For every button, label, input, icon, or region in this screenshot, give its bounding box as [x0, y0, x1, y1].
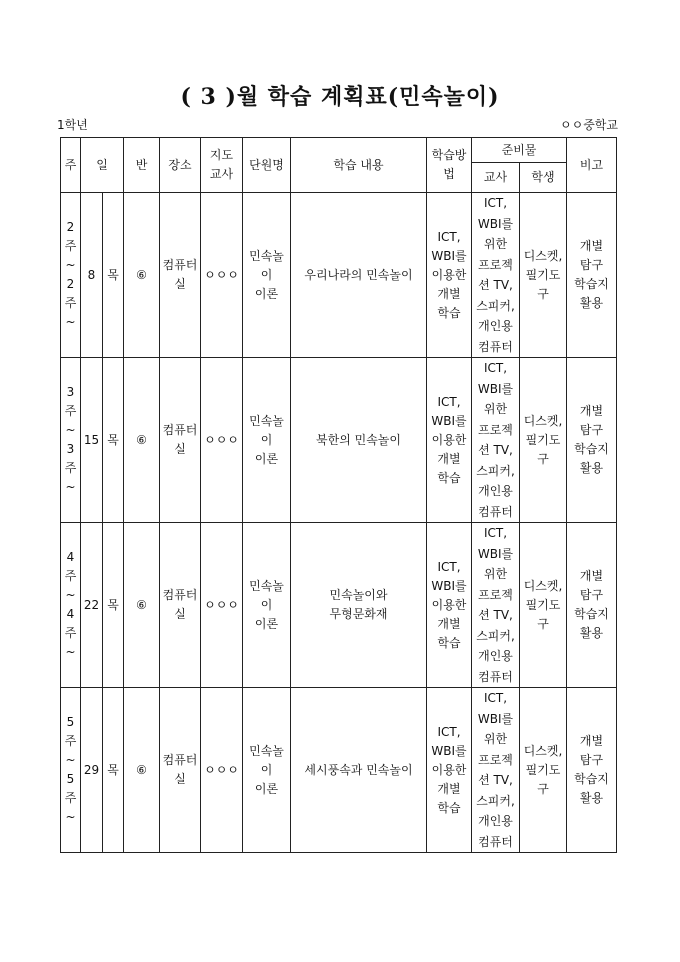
header-week: 주	[61, 138, 81, 193]
table-body	[61, 193, 617, 853]
cell-week: 5 주 ~ 5 주 ~	[61, 688, 81, 853]
cell-note: 개별 탐구 학습지 활용	[567, 523, 617, 688]
table-row	[61, 193, 617, 358]
school-name: ㅇㅇ중학교	[560, 118, 618, 132]
header-prep-teacher: 교사	[472, 163, 520, 193]
cell-date: 29	[81, 688, 103, 853]
cell-prep-teacher: ICT, WBI를 위한 프로젝 션 TV, 스피커, 개인용 컴퓨터	[472, 358, 520, 523]
cell-note: 개별 탐구 학습지 활용	[567, 193, 617, 358]
cell-prep-student: 디스켓, 필기도 구	[520, 688, 567, 853]
cell-prep-student: 디스켓, 필기도 구	[520, 523, 567, 688]
cell-prep-teacher: ICT, WBI를 위한 프로젝 션 TV, 스피커, 개인용 컴퓨터	[472, 193, 520, 358]
cell-place: 컴퓨터 실	[160, 523, 201, 688]
header-unit: 단원명	[243, 138, 291, 193]
header-teacher: 지도 교사	[201, 138, 243, 193]
header-note: 비고	[567, 138, 617, 193]
cell-teacher: ㅇㅇㅇ	[201, 523, 243, 688]
cell-place: 컴퓨터 실	[160, 688, 201, 853]
cell-note: 개별 탐구 학습지 활용	[567, 688, 617, 853]
grade-label: 1학년	[57, 118, 88, 132]
cell-unit: 민속놀 이 이론	[243, 523, 291, 688]
cell-content: 세시풍속과 민속놀이	[291, 688, 427, 853]
cell-unit: 민속놀 이 이론	[243, 358, 291, 523]
cell-prep-student: 디스켓, 필기도 구	[520, 358, 567, 523]
header-place: 장소	[160, 138, 201, 193]
header-prep-student: 학생	[520, 163, 567, 193]
cell-class: ⑥	[124, 193, 160, 358]
table-row	[61, 358, 617, 523]
cell-date: 15	[81, 358, 103, 523]
cell-week: 2 주 ~ 2 주 ~	[61, 193, 81, 358]
cell-method: ICT, WBI를 이용한 개별 학습	[427, 193, 472, 358]
cell-weekday: 목	[103, 523, 124, 688]
header-class: 반	[124, 138, 160, 193]
cell-date: 22	[81, 523, 103, 688]
cell-method: ICT, WBI를 이용한 개별 학습	[427, 688, 472, 853]
cell-note: 개별 탐구 학습지 활용	[567, 358, 617, 523]
cell-prep-teacher: ICT, WBI를 위한 프로젝 션 TV, 스피커, 개인용 컴퓨터	[472, 688, 520, 853]
cell-teacher: ㅇㅇㅇ	[201, 193, 243, 358]
cell-prep-teacher: ICT, WBI를 위한 프로젝 션 TV, 스피커, 개인용 컴퓨터	[472, 523, 520, 688]
page-title: ( 3 )월 학습 계획표(민속놀이)	[180, 84, 500, 110]
table-row	[61, 688, 617, 853]
cell-week: 3 주 ~ 3 주 ~	[61, 358, 81, 523]
cell-content: 우리나라의 민속놀이	[291, 193, 427, 358]
cell-content: 북한의 민속놀이	[291, 358, 427, 523]
cell-class: ⑥	[124, 688, 160, 853]
header-method: 학습방 법	[427, 138, 472, 193]
header-content: 학습 내용	[291, 138, 427, 193]
header-prep: 준비물	[472, 138, 567, 163]
cell-method: ICT, WBI를 이용한 개별 학습	[427, 523, 472, 688]
cell-weekday: 목	[103, 688, 124, 853]
study-plan-table	[60, 137, 617, 853]
cell-teacher: ㅇㅇㅇ	[201, 688, 243, 853]
cell-weekday: 목	[103, 358, 124, 523]
table-row	[61, 523, 617, 688]
cell-place: 컴퓨터 실	[160, 193, 201, 358]
cell-weekday: 목	[103, 193, 124, 358]
header-day: 일	[81, 138, 124, 193]
cell-unit: 민속놀 이 이론	[243, 193, 291, 358]
cell-date: 8	[81, 193, 103, 358]
cell-place: 컴퓨터 실	[160, 358, 201, 523]
cell-teacher: ㅇㅇㅇ	[201, 358, 243, 523]
cell-unit: 민속놀 이 이론	[243, 688, 291, 853]
cell-method: ICT, WBI를 이용한 개별 학습	[427, 358, 472, 523]
cell-content: 민속놀이와 무형문화재	[291, 523, 427, 688]
cell-week: 4 주 ~ 4 주 ~	[61, 523, 81, 688]
cell-prep-student: 디스켓, 필기도 구	[520, 193, 567, 358]
cell-class: ⑥	[124, 523, 160, 688]
cell-class: ⑥	[124, 358, 160, 523]
